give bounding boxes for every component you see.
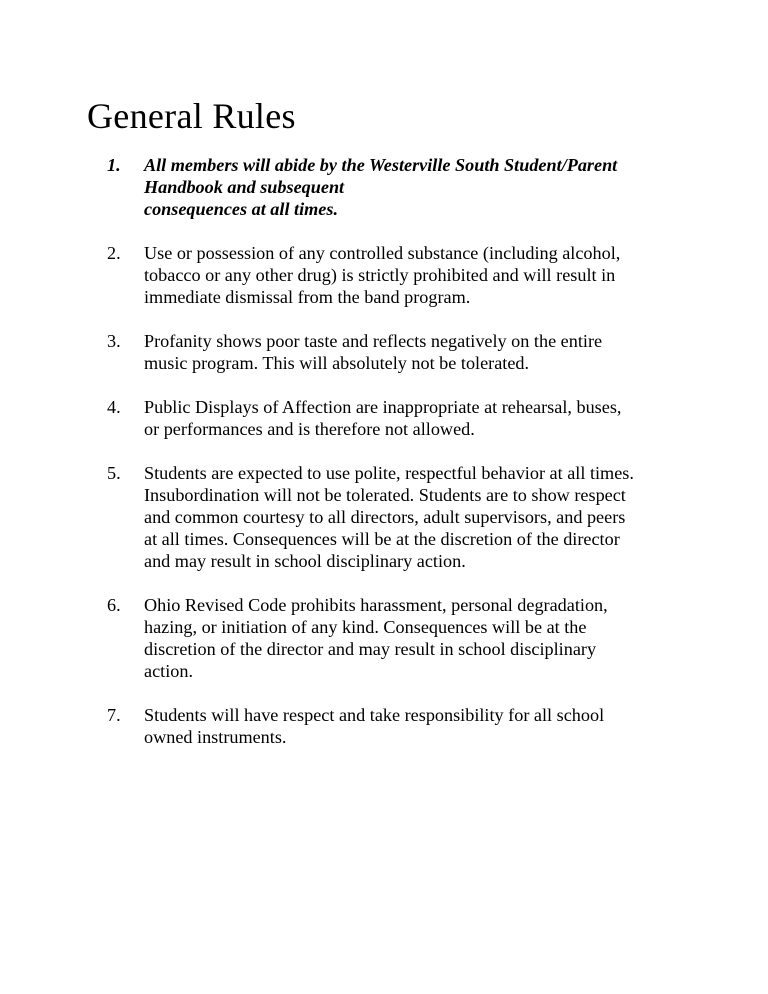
rule-item	[107, 154, 747, 220]
rule-text: Use or possession of any controlled substance (including alcohol,	[144, 243, 621, 263]
rule-text: action.	[144, 661, 193, 681]
rule-item	[107, 330, 747, 374]
rule-number: 2.	[107, 243, 121, 263]
rule-text: and may result in school disciplinary action.	[144, 551, 466, 571]
rule-number: 3.	[107, 331, 121, 351]
rule-item	[107, 704, 747, 748]
rule-number: 6.	[107, 595, 121, 615]
rule-text: consequences at all times.	[144, 199, 338, 219]
rule-number: 5.	[107, 463, 121, 483]
rule-text: music program. This will absolutely not be tolerated.	[144, 353, 530, 373]
rule-text: owned instruments.	[144, 727, 287, 747]
rule-item	[107, 462, 747, 572]
rule-text: All members will abide by the Westerville South Student/Parent	[144, 155, 618, 175]
rules-list	[107, 154, 747, 770]
rule-text: Students are expected to use polite, respectful behavior at all times.	[144, 463, 634, 483]
rule-text: Profanity shows poor taste and reflects negatively on the entire	[144, 331, 603, 351]
rule-item	[107, 396, 747, 440]
rule-number: 7.	[107, 705, 121, 725]
rule-number: 4.	[107, 397, 121, 417]
page-title: General Rules	[87, 96, 296, 136]
rule-number: 1.	[107, 155, 121, 175]
rule-text: Students will have respect and take responsibility for all school	[144, 705, 605, 725]
rule-item	[107, 242, 747, 308]
rule-text: Public Displays of Affection are inappropriate at rehearsal, buses,	[144, 397, 622, 417]
rule-text: and common courtesy to all directors, adult supervisors, and peers	[144, 507, 626, 527]
rule-text: Insubordination will not be tolerated. Students are to show respect	[144, 485, 626, 505]
rule-text: Ohio Revised Code prohibits harassment, personal degradation,	[144, 595, 608, 615]
rule-text: at all times. Consequences will be at the discretion of the director	[144, 529, 620, 549]
rule-text: Handbook and subsequent	[144, 177, 345, 197]
rule-text: or performances and is therefore not allowed.	[144, 419, 475, 439]
rule-text: immediate dismissal from the band program.	[144, 287, 471, 307]
rule-text: tobacco or any other drug) is strictly prohibited and will result in	[144, 265, 616, 285]
rule-text: discretion of the director and may result in school disciplinary	[144, 639, 597, 659]
rule-text: hazing, or initiation of any kind. Consequences will be at the	[144, 617, 587, 637]
rule-item	[107, 594, 747, 682]
